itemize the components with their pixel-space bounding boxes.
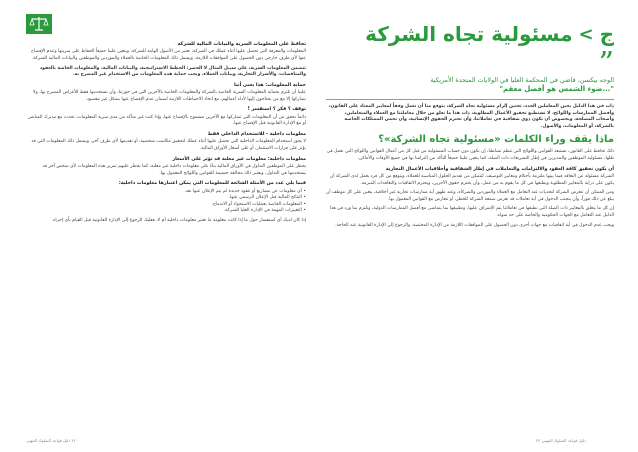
body-paragraph: علينا أن نلتزم بحماية المعلومات السرية الخاصة بالشركة والمعلومات الخاصة بالآخرين التي في حوزتنا، وأن نستخدمها فقط للأغراض المصرح بها، ولا نشاركها إلا مع من يحتاجون إليها لأداء أعمالهم، مع اتخاذ الاحتياطات اللازمة لضمان عدم الإفصاح عنها بشكل غير مقصود. [33, 90, 306, 102]
body-paragraph: المعلومات والمعرفة التي تحصل عليها أثناء عملك في الشركة، تعتبر من الأصول الهامة للشركة، ويتعين علينا جميعاً الحفاظ على سريتها وعدم الإفصاح عنها لأي طرف خارجي دون الحصول على الموافقات اللازمة، ويشمل ذلك المعلومات الخاصة بالعملاء والموردين والموظفين والبيانات المالية للشركة. [31, 49, 306, 61]
quote-mark-icon: ” [598, 46, 614, 81]
body-heading: فيما يلي عدد من الأمثلة الشائعة للمعلومات التي يمكن اعتبارها معلومات داخلية: [118, 181, 306, 187]
body-paragraph: ومن الممكن أن تتعرض الشركة لتحديات عند التعامل مع العملاء والموردين والشركاء، وعند ظهور أية ممارسات تجارية غير أخلاقية، يتعين على كل موظف أن يبلغ عن ذلك فوراً، وأن يتجنب الدخول في أية تعاملات قد تعرض سمعة الشركة للخطر، أو تتعارض مع القوانين المعمول بها. [326, 190, 614, 202]
body-heading: حماية المعلومات: هذا يعني أننا [234, 82, 306, 88]
intro-paragraph: ذات في هذا الدليل يحين المعاملين الجدد، تحتين إلزام مسئولية تجاه الشركة، يتوقع منا أن نعمل وفقاً لمعايير المعتاد على القانون، وأفضل الممارسات واللوائح، لا تستطيع تحقيق الأعمال المطلوبة، ذات هذا ما تعلو من خلال معاملتنا مع العملاء والمتعاملين، وأصحاب المصلحة، وبخصوص أن نكون ذوي شفافية في تعاملاتنا، وأن نحترم الحقوق الإنسانية، وأن نحمي الممتلكات الخاصة بالشركة، أو المعلومات، والأصول. [328, 104, 614, 129]
body-heading: تحافظ على المعلومات السرية والبيانات المالية للشركة [177, 42, 306, 47]
scales-of-justice-icon [26, 14, 52, 34]
body-paragraph: ويجب عدم الدخول في أية اتفاقيات مع جهات أخرى دون الحصول على الموافقات اللازمة من الإدارة المختصة، والرجوع إلى الإدارة القانونية عند الحاجة. [335, 222, 614, 228]
left-column [26, 38, 306, 228]
divider [326, 99, 614, 100]
body-heading: معلومات داخلية: معلومات غير معلنة قد تؤثر على الأسعار [172, 156, 306, 162]
footer-right: دليل قواعد السلوك المهني ٢٣ [536, 438, 586, 443]
body-heading: معلومات داخلية - للاستخدام الداخلي فقط [207, 131, 306, 137]
footer-left: ٢٢ دليل قواعد السلوك المهني [26, 438, 76, 443]
body-paragraph: الشركة مسئولة عن التعاقد فيما بينها ملتزمة بأحكام ومعايير التوصيف، لتتمكن من تقديم الحلول المناسبة للعملاء، ويتوقع من كل فرد يعمل لدى الشركة أن يكون على دراية بالمعايير المطلوبة ويطبقها في كل ما يقوم به من عمل، وأن يحترم حقوق الآخرين، ويحترم الاتفاقيات والتعاقدات المبرمة. [329, 173, 614, 186]
chevron-icon: > [578, 23, 594, 45]
section-header [326, 22, 614, 46]
body-paragraph: ذلك تحافظ على القانون، نستبعد القوانين واللوائح التي تنظم نشاطنا، إن تكون دون حساب المسئولية من قبل كل من أعمال القوانين واللوائح التي نعمل في ظلها، مسئولية الموظفين والمديرين في إطار التشريعات ذات الصلة، كما يتعين علينا جميعاً التأكد من التزامنا بها في جميع الأوقات والأماكن. [326, 149, 614, 161]
body-paragraph: دائماً تحقق من أن المعلومات التي تشاركها مع الآخرين مسموح بالإفصاح عنها، وإذا كنت غير متأكد من مدى سرية المعلومات، تحدث مع مديرك المباشر أو مع الإدارة القانونية قبل الإفصاح عنها. [28, 114, 306, 127]
quote-attribution: الوجه بيكسن، قاضي في المحكمة العليا في الولايات المتحدة الأمريكية [430, 76, 614, 84]
body-heading: أن يكون تحقيق كافة العقود والالتزامات والتعاملات في إطار الشفافية وأخلاقيات الأعمال التجارية [385, 166, 614, 172]
section-letter: ج [599, 22, 614, 46]
pull-quote [326, 76, 614, 94]
bullet-list: • أي معلومات عن مشاريع أو عقود جديدة لم يتم الإعلان عنها بعد. • النتائج المالية قبل الإعلان الرسمي عنها. • المعلومات الخاصة بعمليات الاستحواذ أو الاندماج. • التغييرات المهمة في الإدارة العليا للشركة. [184, 188, 306, 214]
page-title: مسئولية تجاه الشركة [365, 22, 573, 46]
body-paragraph: تتضمن المعلومات السرية، على سبيل المثال لا الحصر: الخطط الاستراتيجية، والبيانات المالية، والمعلومات الخاصة بالعقود والمناقصات، والأسرار التجارية، وبيانات العملاء، ويجب حماية هذه المعلومات من الاستخدام غير المصرح به. [39, 65, 306, 78]
quote-text: "...ضوء الشمس هو أفضل معقم" [499, 85, 614, 93]
body-heading: توقف ؟ فكر ؟ استفسر ! [247, 107, 306, 113]
section-subheading: ماذا يقف وراء الكلمات «مسئولية تجاه الشركة»؟ [378, 134, 614, 146]
body-paragraph: إذا كان لديك أي استفسار حول ما إذا كانت معلومة ما تعتبر معلومات داخلية أم لا، فعليك الرجوع إلى الإدارة القانونية قبل القيام بأي إجراء. [51, 217, 306, 223]
right-column [326, 22, 614, 232]
body-paragraph: يحظر على الموظفين التداول في الأوراق المالية بناءً على معلومات داخلية غير معلنة، كما يحظر عليهم تمرير هذه المعلومات لأي شخص آخر قد يستخدمها في التداول، ويعتبر ذلك مخالفة جسيمة للقوانين واللوائح المعمول بها. [42, 163, 306, 176]
body-paragraph: إن كل ما يتعلق بالمعايير ذات الصلة التي نطبقها في تعاملاتنا يتم الإشراف عليها، وتطبيقها بما يتماشى مع أفضل الممارسات الدولية، ونلتزم بما ورد في هذا الدليل عند التعامل مع الجهات الحكومية والخاصة على حد سواء. [329, 206, 614, 218]
body-paragraph: لا يجوز استخدام المعلومات الداخلية التي تحصل عليها أثناء عملك لتحقيق مكاسب شخصية، أو تقديمها لأي طرف آخر، ويشمل ذلك المعلومات التي قد تؤثر على قرارات الاستثمار، أو على أسعار الأوراق المالية. [31, 139, 306, 151]
